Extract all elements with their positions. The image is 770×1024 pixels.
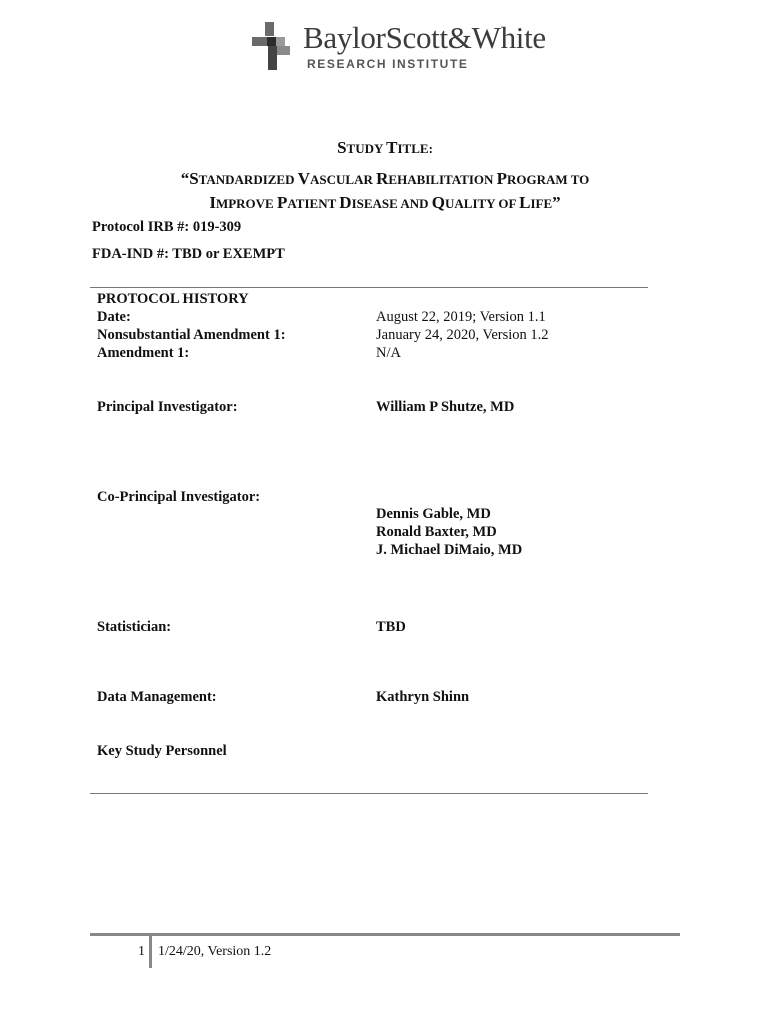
co-principal-investigator-3: J. Michael DiMaio, MD bbox=[376, 542, 523, 558]
statistician-value: TBD bbox=[376, 619, 406, 635]
date-label: Date: bbox=[97, 309, 131, 325]
table-top-rule bbox=[90, 287, 648, 288]
principal-investigator-label: Principal Investigator: bbox=[97, 399, 238, 415]
data-management-label: Data Management: bbox=[97, 689, 217, 705]
date-value: August 22, 2019; Version 1.1 bbox=[376, 309, 546, 325]
co-principal-investigator-2: Ronald Baxter, MD bbox=[376, 524, 497, 540]
data-management-value: Kathryn Shinn bbox=[376, 689, 470, 705]
amendment-value: N/A bbox=[376, 345, 401, 361]
baylor-scott-white-logo-mark bbox=[250, 20, 302, 72]
footer-version: 1/24/20, Version 1.2 bbox=[158, 944, 272, 959]
amendment-label: Amendment 1: bbox=[97, 345, 190, 361]
statistician-label: Statistician: bbox=[97, 619, 172, 635]
page-number: 1 bbox=[138, 944, 145, 959]
logo-subtitle: RESEARCH INSTITUTE bbox=[307, 57, 469, 71]
study-title-line-1: “STANDARDIZED VASCULAR REHABILITATION PROGRAM TO bbox=[180, 169, 590, 188]
logo-name: BaylorScott&White bbox=[303, 20, 546, 55]
fda-ind-number: FDA-IND #: TBD or EXEMPT bbox=[92, 246, 285, 262]
nonsubstantial-amendment-value: January 24, 2020, Version 1.2 bbox=[376, 327, 549, 343]
principal-investigator-value: William P Shutze, MD bbox=[376, 399, 515, 415]
study-title-line-2: IMPROVE PATIENT DISEASE AND QUALITY OF LIFE” bbox=[209, 193, 561, 212]
study-title-label: STUDY TITLE: bbox=[337, 138, 433, 157]
table-bottom-rule bbox=[90, 793, 648, 794]
co-principal-investigator-label: Co-Principal Investigator: bbox=[97, 489, 261, 505]
co-principal-investigator-1: Dennis Gable, MD bbox=[376, 506, 491, 522]
protocol-irb-number: Protocol IRB #: 019-309 bbox=[92, 219, 242, 235]
footer-rule bbox=[90, 933, 680, 936]
nonsubstantial-amendment-label: Nonsubstantial Amendment 1: bbox=[97, 327, 286, 343]
footer-divider bbox=[149, 936, 152, 968]
key-study-personnel-label: Key Study Personnel bbox=[97, 743, 227, 759]
protocol-history-heading: PROTOCOL HISTORY bbox=[97, 291, 249, 307]
